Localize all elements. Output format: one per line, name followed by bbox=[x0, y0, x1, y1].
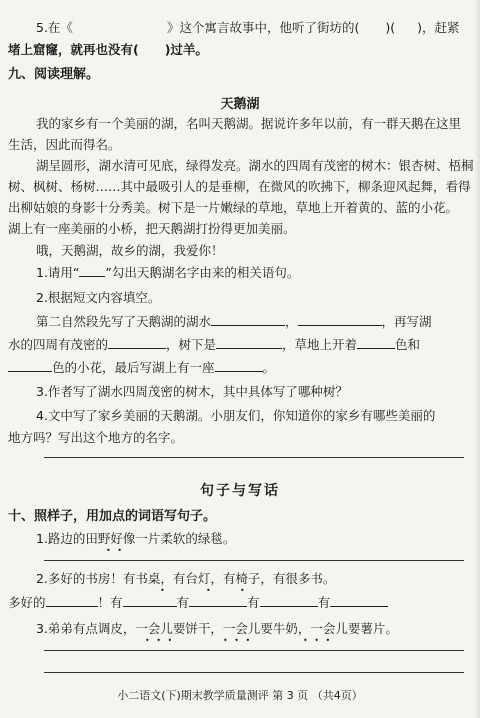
q5-text: )( bbox=[385, 20, 396, 35]
fill-text: 水的四周有茂密的 bbox=[8, 337, 109, 352]
fill-text: 第二自然段先写了天鹅湖的湖水 bbox=[36, 314, 212, 329]
fill-text: 有 bbox=[176, 595, 190, 610]
answer-line[interactable] bbox=[44, 560, 464, 561]
sentence-2: 2.多好的书房！有书桌，有台灯，有椅子，有很多书。 bbox=[36, 571, 336, 586]
answer-blank[interactable] bbox=[357, 336, 395, 349]
emphasis-dots: • bbox=[160, 586, 167, 595]
fill-text: ，再写湖 bbox=[381, 314, 432, 329]
question-4-line1: 4.文中写了家乡美丽的天鹅湖。小朋友们，你知道你的家乡有哪些美丽的 bbox=[36, 408, 436, 423]
answer-line[interactable] bbox=[44, 672, 464, 673]
sentence-1: 1.路边的田野好像一片柔软的绿毯。 bbox=[36, 531, 236, 546]
answer-blank[interactable] bbox=[123, 594, 177, 607]
q5-text: 5.在《 bbox=[36, 20, 73, 35]
answer-blank[interactable] bbox=[8, 359, 52, 372]
answer-blank[interactable] bbox=[46, 594, 98, 607]
fill-text: 有 bbox=[317, 595, 331, 610]
question-4-line2: 地方吗？写出这个地方的名字。 bbox=[8, 430, 184, 445]
q1-text: 1.请用“ bbox=[36, 265, 80, 280]
answer-blank[interactable] bbox=[189, 594, 247, 607]
page-edge-shadow bbox=[474, 0, 480, 718]
question-1 bbox=[36, 264, 299, 282]
q5-text: 》这个寓言故事中，他听了街坊的( bbox=[166, 20, 360, 35]
fill-text: 色的小花，最后写湖上有一座 bbox=[52, 360, 215, 375]
emphasis-dots: • • bbox=[106, 546, 124, 555]
fill-text: 。 bbox=[262, 360, 276, 375]
section9-heading: 九、阅读理解。 bbox=[8, 67, 100, 82]
fill-text: 多好的 bbox=[8, 595, 46, 610]
q5-text: )，赶紧 bbox=[417, 20, 460, 35]
section10-heading: 十、照样子，用加点的词语写句子。 bbox=[8, 509, 217, 524]
q5-line2 bbox=[8, 41, 208, 59]
q1-text: ”勾出天鹅湖名字由来的相关语句。 bbox=[105, 265, 300, 280]
passage-p2-l2: 树、枫树、杨树……其中最吸引人的是垂柳，在微风的吹拂下，柳条迎风起舞，看得 bbox=[8, 179, 471, 194]
question-2: 2.根据短文内容填空。 bbox=[36, 290, 161, 305]
passage-p2-l1: 湖呈圆形，湖水清可见底，绿得发亮。湖水的四周有茂密的树木：银杏树、梧桐 bbox=[36, 158, 474, 173]
q1-underline-sample bbox=[79, 264, 105, 277]
answer-blank[interactable] bbox=[298, 313, 382, 326]
emphasis-dots: • bbox=[206, 586, 213, 595]
fill-text: 色和 bbox=[395, 337, 421, 352]
q5-text: 堵上窟窿，就再也没有( bbox=[8, 42, 139, 57]
emphasis-dots: • bbox=[240, 586, 247, 595]
passage-title: 天鹅湖 bbox=[220, 97, 260, 112]
emphasis-dots: • • • bbox=[145, 636, 175, 645]
q5-text: )过羊。 bbox=[164, 42, 208, 57]
sentence-3: 3.弟弟有点调皮，一会儿要饼干，一会儿要牛奶，一会儿要薯片。 bbox=[36, 621, 398, 636]
page-footer: 小二语文(下)期末教学质量测评 第 3 页 （共4页） bbox=[117, 689, 363, 702]
sentence-2-fill bbox=[8, 594, 388, 612]
fill-text: 有 bbox=[247, 595, 260, 610]
fill-line-2 bbox=[8, 336, 420, 354]
answer-blank[interactable] bbox=[216, 336, 282, 349]
passage-p1-l2: 生活，因此而得名。 bbox=[8, 137, 121, 152]
fill-text: ， bbox=[285, 314, 298, 329]
passage-p1-l1: 我的家乡有一个美丽的湖，名叫天鹅湖。据说许多年以前，有一群天鹅在这里 bbox=[36, 116, 462, 131]
answer-blank[interactable] bbox=[330, 594, 388, 607]
fill-text: ！有 bbox=[97, 595, 123, 610]
answer-line[interactable] bbox=[44, 650, 464, 651]
passage-p2-l4: 湖上有一座美丽的小桥，把天鹅湖打扮得更加美丽。 bbox=[8, 221, 296, 236]
fill-line-1 bbox=[36, 313, 432, 331]
answer-blank[interactable] bbox=[260, 594, 318, 607]
fill-line-3 bbox=[8, 359, 275, 377]
answer-blank[interactable] bbox=[215, 359, 263, 372]
passage-p2-l3: 出柳姑娘的身影十分秀美。树下是一片嫩绿的草地，草地上开着黄的、蓝的小花。 bbox=[8, 200, 459, 215]
section-title-sentences: 句子与写话 bbox=[200, 483, 280, 499]
fill-text: ，草地上开着 bbox=[282, 337, 358, 352]
answer-blank[interactable] bbox=[211, 313, 285, 326]
emphasis-dots: • • • bbox=[303, 636, 333, 645]
q5-line1 bbox=[36, 19, 459, 37]
answer-blank[interactable] bbox=[108, 336, 166, 349]
emphasis-dots: • • • bbox=[223, 636, 253, 645]
fill-text: ，树下是 bbox=[166, 337, 217, 352]
passage-p3: 哦，天鹅湖，故乡的湖，我爱你！ bbox=[36, 243, 224, 258]
question-3: 3.作者写了湖水四周茂密的树木，其中具体写了哪种树？ bbox=[36, 384, 348, 399]
answer-line[interactable] bbox=[44, 457, 464, 458]
